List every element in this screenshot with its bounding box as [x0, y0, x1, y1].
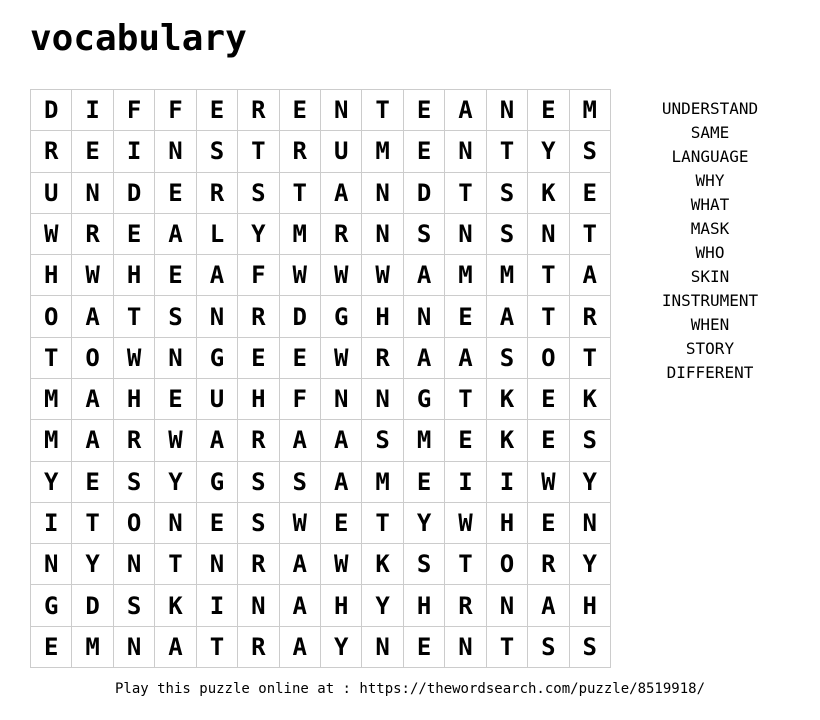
- grid-cell-r11c7[interactable]: W: [280, 503, 321, 544]
- grid-cell-r4c6[interactable]: Y: [238, 214, 279, 255]
- grid-cell-r11c4[interactable]: N: [155, 503, 196, 544]
- grid-cell-r5c10[interactable]: A: [404, 255, 445, 296]
- grid-cell-r6c11[interactable]: E: [445, 296, 486, 337]
- grid-cell-r6c3[interactable]: T: [114, 296, 155, 337]
- grid-cell-r1c8[interactable]: N: [321, 90, 362, 131]
- grid-cell-r10c13[interactable]: W: [528, 462, 569, 503]
- grid-cell-r7c12[interactable]: S: [487, 338, 528, 379]
- grid-cell-r7c11[interactable]: A: [445, 338, 486, 379]
- grid-cell-r1c7[interactable]: E: [280, 90, 321, 131]
- grid-cell-r1c14[interactable]: M: [570, 90, 611, 131]
- grid-cell-r8c6[interactable]: H: [238, 379, 279, 420]
- grid-cell-r10c12[interactable]: I: [487, 462, 528, 503]
- grid-cell-r10c1[interactable]: Y: [31, 462, 72, 503]
- grid-cell-r3c1[interactable]: U: [31, 173, 72, 214]
- grid-cell-r13c14[interactable]: H: [570, 585, 611, 626]
- grid-cell-r2c7[interactable]: R: [280, 131, 321, 172]
- footer-url-text: Play this puzzle online at : https://thewordsearch.com/puzzle/8519918/: [114, 681, 705, 697]
- grid-cell-r9c11[interactable]: E: [445, 420, 486, 461]
- grid-cell-r1c2[interactable]: I: [72, 90, 113, 131]
- grid-cell-r5c3[interactable]: H: [114, 255, 155, 296]
- grid-cell-r13c1[interactable]: G: [31, 585, 72, 626]
- grid-cell-r3c8[interactable]: A: [321, 173, 362, 214]
- grid-cell-r5c8[interactable]: W: [321, 255, 362, 296]
- grid-cell-r1c10[interactable]: E: [404, 90, 445, 131]
- grid-cell-r1c4[interactable]: F: [155, 90, 196, 131]
- grid-cell-r11c8[interactable]: E: [321, 503, 362, 544]
- grid-cell-r3c13[interactable]: K: [528, 173, 569, 214]
- grid-cell-r14c1[interactable]: E: [31, 627, 72, 668]
- grid-cell-r8c4[interactable]: E: [155, 379, 196, 420]
- grid-cell-r13c2[interactable]: D: [72, 585, 113, 626]
- word-list-item: LANGUAGE: [671, 147, 749, 166]
- grid-cell-r4c8[interactable]: R: [321, 214, 362, 255]
- grid-cell-r7c13[interactable]: O: [528, 338, 569, 379]
- grid-cell-r14c11[interactable]: N: [445, 627, 486, 668]
- grid-cell-r10c8[interactable]: A: [321, 462, 362, 503]
- grid-cell-r9c6[interactable]: R: [238, 420, 279, 461]
- grid-cell-r10c6[interactable]: S: [238, 462, 279, 503]
- grid-cell-r4c11[interactable]: N: [445, 214, 486, 255]
- grid-cell-r6c6[interactable]: R: [238, 296, 279, 337]
- grid-cell-r9c2[interactable]: A: [72, 420, 113, 461]
- grid-cell-r4c5[interactable]: L: [197, 214, 238, 255]
- grid-cell-r3c10[interactable]: D: [404, 173, 445, 214]
- grid-cell-r7c1[interactable]: T: [31, 338, 72, 379]
- grid-cell-r14c13[interactable]: S: [528, 627, 569, 668]
- grid-cell-r4c9[interactable]: N: [362, 214, 403, 255]
- grid-cell-r3c7[interactable]: T: [280, 173, 321, 214]
- grid-cell-r9c4[interactable]: W: [155, 420, 196, 461]
- grid-cell-r5c5[interactable]: A: [197, 255, 238, 296]
- grid-cell-r14c5[interactable]: T: [197, 627, 238, 668]
- grid-cell-r5c11[interactable]: M: [445, 255, 486, 296]
- grid-cell-r12c8[interactable]: W: [321, 544, 362, 585]
- grid-cell-r10c7[interactable]: S: [280, 462, 321, 503]
- grid-cell-r11c1[interactable]: I: [31, 503, 72, 544]
- grid-cell-r14c10[interactable]: E: [404, 627, 445, 668]
- grid-cell-r6c9[interactable]: H: [362, 296, 403, 337]
- grid-cell-r14c3[interactable]: N: [114, 627, 155, 668]
- grid-cell-r6c2[interactable]: A: [72, 296, 113, 337]
- grid-cell-r12c4[interactable]: T: [155, 544, 196, 585]
- grid-cell-r13c9[interactable]: Y: [362, 585, 403, 626]
- grid-cell-r11c14[interactable]: N: [570, 503, 611, 544]
- grid-cell-r5c9[interactable]: W: [362, 255, 403, 296]
- grid-cell-r7c3[interactable]: W: [114, 338, 155, 379]
- grid-cell-r12c1[interactable]: N: [31, 544, 72, 585]
- grid-cell-r2c10[interactable]: E: [404, 131, 445, 172]
- grid-cell-r10c11[interactable]: I: [445, 462, 486, 503]
- grid-cell-r12c7[interactable]: A: [280, 544, 321, 585]
- grid-cell-r8c2[interactable]: A: [72, 379, 113, 420]
- grid-cell-r4c7[interactable]: M: [280, 214, 321, 255]
- grid-cell-r7c8[interactable]: W: [321, 338, 362, 379]
- grid-cell-r14c12[interactable]: T: [487, 627, 528, 668]
- grid-cell-r4c12[interactable]: S: [487, 214, 528, 255]
- grid-cell-r2c3[interactable]: I: [114, 131, 155, 172]
- grid-cell-r11c11[interactable]: W: [445, 503, 486, 544]
- word-list-item: UNDERSTAND: [661, 99, 759, 118]
- grid-cell-r3c6[interactable]: S: [238, 173, 279, 214]
- grid-cell-r10c4[interactable]: Y: [155, 462, 196, 503]
- grid-cell-r1c3[interactable]: F: [114, 90, 155, 131]
- grid-cell-r8c10[interactable]: G: [404, 379, 445, 420]
- grid-cell-r12c5[interactable]: N: [197, 544, 238, 585]
- grid-cell-r14c2[interactable]: M: [72, 627, 113, 668]
- word-list-item: SKIN: [690, 267, 730, 286]
- grid-cell-r13c8[interactable]: H: [321, 585, 362, 626]
- grid-cell-r10c9[interactable]: M: [362, 462, 403, 503]
- grid-cell-r13c7[interactable]: A: [280, 585, 321, 626]
- grid-cell-r8c9[interactable]: N: [362, 379, 403, 420]
- grid-cell-r9c13[interactable]: E: [528, 420, 569, 461]
- grid-cell-r13c3[interactable]: S: [114, 585, 155, 626]
- grid-cell-r9c7[interactable]: A: [280, 420, 321, 461]
- grid-cell-r2c14[interactable]: S: [570, 131, 611, 172]
- word-list-item: INSTRUMENT: [661, 291, 759, 310]
- grid-cell-r7c10[interactable]: A: [404, 338, 445, 379]
- grid-cell-r12c12[interactable]: O: [487, 544, 528, 585]
- grid-cell-r12c9[interactable]: K: [362, 544, 403, 585]
- grid-cell-r12c13[interactable]: R: [528, 544, 569, 585]
- grid-cell-r8c3[interactable]: H: [114, 379, 155, 420]
- grid-cell-r5c13[interactable]: T: [528, 255, 569, 296]
- grid-cell-r3c5[interactable]: R: [197, 173, 238, 214]
- grid-cell-r5c6[interactable]: F: [238, 255, 279, 296]
- grid-cell-r13c6[interactable]: N: [238, 585, 279, 626]
- grid-cell-r6c14[interactable]: R: [570, 296, 611, 337]
- grid-cell-r13c12[interactable]: N: [487, 585, 528, 626]
- page-title: vocabulary: [30, 18, 247, 59]
- grid-cell-r13c13[interactable]: A: [528, 585, 569, 626]
- grid-cell-r11c6[interactable]: S: [238, 503, 279, 544]
- grid-cell-r11c10[interactable]: Y: [404, 503, 445, 544]
- grid-cell-r8c5[interactable]: U: [197, 379, 238, 420]
- grid-cell-r7c2[interactable]: O: [72, 338, 113, 379]
- grid-cell-r6c10[interactable]: N: [404, 296, 445, 337]
- grid-cell-r5c7[interactable]: W: [280, 255, 321, 296]
- grid-cell-r8c13[interactable]: E: [528, 379, 569, 420]
- grid-cell-r14c9[interactable]: N: [362, 627, 403, 668]
- grid-cell-r1c9[interactable]: T: [362, 90, 403, 131]
- grid-cell-r13c11[interactable]: R: [445, 585, 486, 626]
- grid-cell-r1c11[interactable]: A: [445, 90, 486, 131]
- grid-cell-r9c12[interactable]: K: [487, 420, 528, 461]
- grid-cell-r7c7[interactable]: E: [280, 338, 321, 379]
- grid-cell-r14c6[interactable]: R: [238, 627, 279, 668]
- grid-cell-r13c10[interactable]: H: [404, 585, 445, 626]
- grid-cell-r4c2[interactable]: R: [72, 214, 113, 255]
- grid-cell-r5c2[interactable]: W: [72, 255, 113, 296]
- grid-cell-r9c3[interactable]: R: [114, 420, 155, 461]
- grid-cell-r10c3[interactable]: S: [114, 462, 155, 503]
- grid-cell-r11c2[interactable]: T: [72, 503, 113, 544]
- grid-cell-r7c4[interactable]: N: [155, 338, 196, 379]
- grid-cell-r9c8[interactable]: A: [321, 420, 362, 461]
- grid-cell-r3c12[interactable]: S: [487, 173, 528, 214]
- grid-cell-r3c4[interactable]: E: [155, 173, 196, 214]
- grid-cell-r6c13[interactable]: T: [528, 296, 569, 337]
- grid-cell-r3c11[interactable]: T: [445, 173, 486, 214]
- grid-cell-r6c4[interactable]: S: [155, 296, 196, 337]
- grid-cell-r8c8[interactable]: N: [321, 379, 362, 420]
- grid-cell-r1c1[interactable]: D: [31, 90, 72, 131]
- grid-cell-r3c3[interactable]: D: [114, 173, 155, 214]
- word-list-item: SAME: [690, 123, 730, 142]
- grid-cell-r11c5[interactable]: E: [197, 503, 238, 544]
- grid-cell-r4c10[interactable]: S: [404, 214, 445, 255]
- grid-cell-r2c13[interactable]: Y: [528, 131, 569, 172]
- grid-cell-r12c3[interactable]: N: [114, 544, 155, 585]
- grid-cell-r6c5[interactable]: N: [197, 296, 238, 337]
- grid-cell-r14c4[interactable]: A: [155, 627, 196, 668]
- grid-cell-r5c4[interactable]: E: [155, 255, 196, 296]
- grid-cell-r2c1[interactable]: R: [31, 131, 72, 172]
- grid-cell-r14c14[interactable]: S: [570, 627, 611, 668]
- grid-cell-r10c5[interactable]: G: [197, 462, 238, 503]
- grid-cell-r9c1[interactable]: M: [31, 420, 72, 461]
- grid-cell-r3c9[interactable]: N: [362, 173, 403, 214]
- grid-cell-r9c10[interactable]: M: [404, 420, 445, 461]
- grid-cell-r7c5[interactable]: G: [197, 338, 238, 379]
- word-list-item: WHY: [695, 171, 725, 190]
- grid-cell-r2c4[interactable]: N: [155, 131, 196, 172]
- grid-cell-r13c4[interactable]: K: [155, 585, 196, 626]
- grid-cell-r9c14[interactable]: S: [570, 420, 611, 461]
- grid-cell-r1c5[interactable]: E: [197, 90, 238, 131]
- grid-cell-r12c10[interactable]: S: [404, 544, 445, 585]
- word-list-item: WHAT: [690, 195, 730, 214]
- grid-cell-r7c6[interactable]: E: [238, 338, 279, 379]
- grid-cell-r2c11[interactable]: N: [445, 131, 486, 172]
- grid-cell-r10c10[interactable]: E: [404, 462, 445, 503]
- grid-cell-r8c1[interactable]: M: [31, 379, 72, 420]
- grid-cell-r4c3[interactable]: E: [114, 214, 155, 255]
- word-list-item: DIFFERENT: [666, 363, 754, 382]
- word-list-item: WHO: [695, 243, 725, 262]
- grid-cell-r10c14[interactable]: Y: [570, 462, 611, 503]
- grid-cell-r6c7[interactable]: D: [280, 296, 321, 337]
- grid-cell-r11c3[interactable]: O: [114, 503, 155, 544]
- grid-cell-r4c1[interactable]: W: [31, 214, 72, 255]
- grid-cell-r12c6[interactable]: R: [238, 544, 279, 585]
- grid-cell-r8c7[interactable]: F: [280, 379, 321, 420]
- grid-cell-r11c9[interactable]: T: [362, 503, 403, 544]
- grid-cell-r7c9[interactable]: R: [362, 338, 403, 379]
- grid-cell-r2c9[interactable]: M: [362, 131, 403, 172]
- grid-cell-r5c12[interactable]: M: [487, 255, 528, 296]
- grid-cell-r3c2[interactable]: N: [72, 173, 113, 214]
- word-list-item: WHEN: [690, 315, 730, 334]
- grid-cell-r12c14[interactable]: Y: [570, 544, 611, 585]
- grid-cell-r2c2[interactable]: E: [72, 131, 113, 172]
- grid-cell-r11c13[interactable]: E: [528, 503, 569, 544]
- grid-cell-r9c9[interactable]: S: [362, 420, 403, 461]
- grid-cell-r1c13[interactable]: E: [528, 90, 569, 131]
- grid-cell-r2c8[interactable]: U: [321, 131, 362, 172]
- grid-cell-r8c11[interactable]: T: [445, 379, 486, 420]
- grid-cell-r12c2[interactable]: Y: [72, 544, 113, 585]
- grid-cell-r11c12[interactable]: H: [487, 503, 528, 544]
- grid-cell-r14c7[interactable]: A: [280, 627, 321, 668]
- grid-cell-r2c6[interactable]: T: [238, 131, 279, 172]
- grid-cell-r9c5[interactable]: A: [197, 420, 238, 461]
- grid-cell-r6c8[interactable]: G: [321, 296, 362, 337]
- grid-cell-r4c13[interactable]: N: [528, 214, 569, 255]
- grid-cell-r4c14[interactable]: T: [570, 214, 611, 255]
- grid-cell-r2c5[interactable]: S: [197, 131, 238, 172]
- grid-cell-r13c5[interactable]: I: [197, 585, 238, 626]
- grid-cell-r6c1[interactable]: O: [31, 296, 72, 337]
- grid-cell-r5c14[interactable]: A: [570, 255, 611, 296]
- grid-cell-r5c1[interactable]: H: [31, 255, 72, 296]
- grid-cell-r7c14[interactable]: T: [570, 338, 611, 379]
- grid-cell-r8c12[interactable]: K: [487, 379, 528, 420]
- grid-cell-r4c4[interactable]: A: [155, 214, 196, 255]
- word-list: [610, 97, 810, 385]
- grid-cell-r6c12[interactable]: A: [487, 296, 528, 337]
- grid-cell-r14c8[interactable]: Y: [321, 627, 362, 668]
- word-list-item: STORY: [685, 339, 735, 358]
- grid-cell-r1c12[interactable]: N: [487, 90, 528, 131]
- grid-cell-r12c11[interactable]: T: [445, 544, 486, 585]
- grid-cell-r1c6[interactable]: R: [238, 90, 279, 131]
- grid-cell-r8c14[interactable]: K: [570, 379, 611, 420]
- puzzle-grid: [30, 89, 611, 668]
- grid-cell-r3c14[interactable]: E: [570, 173, 611, 214]
- word-list-item: MASK: [690, 219, 730, 238]
- grid-cell-r2c12[interactable]: T: [487, 131, 528, 172]
- grid-cell-r10c2[interactable]: E: [72, 462, 113, 503]
